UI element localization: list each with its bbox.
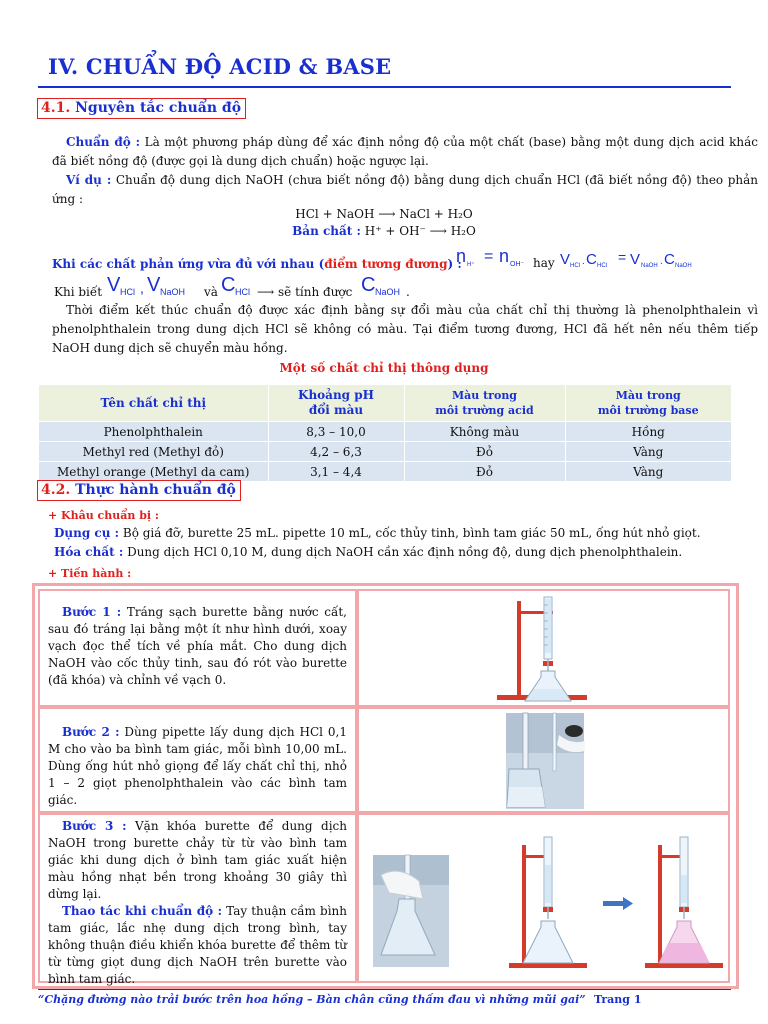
- table-header: Màu trong môi trường acid: [404, 385, 565, 422]
- tools-label: Dụng cụ :: [54, 526, 120, 540]
- knowing-post: ⟶ sẽ tính được: [257, 285, 353, 299]
- table-cell: Không màu: [404, 422, 565, 442]
- reaction-equation: HCl + NaOH ⟶ NaCl + H₂O: [295, 207, 473, 221]
- example-paragraph: [52, 171, 758, 209]
- knowing-end: .: [406, 285, 410, 299]
- known-quantities: [106, 271, 208, 299]
- table-row: [39, 422, 731, 442]
- tools-line: [54, 526, 701, 540]
- knowing-and: và: [204, 285, 218, 299]
- table-header: Tên chất chỉ thị: [39, 385, 268, 422]
- page-title: IV. CHUẨN ĐỘ ACID & BASE: [48, 54, 392, 79]
- svg-text:OH⁻: OH⁻: [510, 261, 525, 268]
- definition-label: Chuẩn độ :: [66, 135, 141, 149]
- step-label: Bước 3 :: [62, 819, 127, 833]
- table-header: Màu trong môi trường base: [565, 385, 731, 422]
- step-2-text-cell: [38, 707, 357, 813]
- svg-text:HCl: HCl: [570, 263, 580, 269]
- definition-paragraph: [52, 133, 758, 171]
- step-1-text-cell: [38, 589, 357, 707]
- svg-text:n: n: [456, 246, 467, 266]
- svg-text:C: C: [221, 274, 236, 296]
- svg-text:HCl: HCl: [235, 287, 250, 297]
- indicator-table: [39, 385, 731, 482]
- knowing-pre: Khi biết: [54, 285, 103, 299]
- equivalence-line: [52, 257, 462, 271]
- svg-text:NaOH: NaOH: [160, 287, 186, 297]
- table-row: [39, 442, 731, 462]
- table-cell: Đỏ: [404, 442, 565, 462]
- section-heading-4-1: [37, 98, 246, 119]
- pipette-photo: [359, 709, 728, 811]
- svg-text:n: n: [499, 246, 510, 266]
- essence-text: H⁺ + OH⁻ ⟶ H₂O: [360, 224, 476, 238]
- prep-heading: + Khâu chuẩn bị :: [48, 509, 159, 522]
- table-header: Khoảng pH đổi màu: [268, 385, 404, 422]
- tools-text: Bộ giá đỡ, burette 25 mL. pipette 10 mL, cốc thủy tinh, bình tam giác 50 mL, ống hút nhỏ giọt.: [119, 526, 701, 540]
- svg-text:=: =: [484, 248, 494, 265]
- table-cell: Phenolphthalein: [39, 422, 268, 442]
- table-cell: Đỏ: [404, 462, 565, 482]
- svg-text:V: V: [560, 251, 571, 268]
- step-text: Vặn khóa burette để dung dịch NaOH trong burette chảy từ từ vào bình tam giác khi dung dịch ở bình tam giác xuất hiện màu hồng nhạt bền trong khoảng 30 giây thì dừng lại.: [48, 819, 348, 901]
- table-header-row: [39, 385, 731, 422]
- chem-line: [54, 545, 682, 559]
- svg-text:=: =: [618, 249, 627, 265]
- chem-text: Dung dịch HCl 0,10 M, dung dịch NaOH cần xác định nồng độ, dung dịch phenolphthalein.: [123, 545, 683, 559]
- step-label: Bước 2 :: [62, 725, 120, 739]
- svg-text:HCl: HCl: [120, 287, 135, 297]
- table-cell: Vàng: [565, 462, 731, 482]
- technique-label: Thao tác khi chuẩn độ :: [62, 904, 223, 918]
- section-title: Nguyên tắc chuẩn độ: [75, 100, 242, 116]
- essence-label: Bản chất :: [292, 224, 361, 238]
- footer-divider: [38, 989, 731, 990]
- essence-line: [0, 224, 768, 238]
- svg-text:NaOH: NaOH: [641, 263, 658, 269]
- svg-text:C: C: [664, 251, 675, 268]
- titration-illustrations: [359, 815, 728, 981]
- equiv-text-3: ) :: [447, 257, 462, 271]
- step-label: Bước 1 :: [62, 605, 122, 619]
- table-cell: Hồng: [565, 422, 731, 442]
- svg-text:NaOH: NaOH: [675, 263, 692, 269]
- table-cell: Vàng: [565, 442, 731, 462]
- svg-text:V: V: [147, 274, 161, 296]
- title-underline: [38, 86, 731, 88]
- svg-text:H⁺: H⁺: [467, 262, 475, 268]
- step-3-text-cell: [38, 813, 357, 986]
- table-cell: Methyl orange (Methyl da cam): [39, 462, 268, 482]
- footer-quote: “Chặng đường nào trải bước trên hoa hồng – Bàn chân cũng thấm đau vì những mũi gai”: [38, 993, 586, 1006]
- svg-text:HCl: HCl: [597, 263, 607, 269]
- equiv-point-label: điểm tương đương: [324, 257, 448, 271]
- step-1-image-cell: [357, 589, 730, 707]
- table-row: [39, 462, 731, 482]
- table-caption: Một số chất chỉ thị thông dụng: [279, 361, 489, 375]
- section-heading-4-2: [37, 480, 241, 501]
- table-cell: Methyl red (Methyl đỏ): [39, 442, 268, 462]
- endpoint-paragraph: [52, 301, 758, 358]
- chem-label: Hóa chất :: [54, 545, 124, 559]
- table-cell: 4,2 – 6,3: [268, 442, 404, 462]
- unknown-cnaoh: [360, 271, 410, 299]
- table-cell: 3,1 – 4,4: [268, 462, 404, 482]
- section-title: Thực hành chuẩn độ: [75, 482, 236, 498]
- table-cell: 8,3 – 10,0: [268, 422, 404, 442]
- step-3-image-cell: [357, 813, 730, 983]
- endpoint-text: Thời điểm kết thúc chuẩn độ được xác định bằng sự đổi màu của chất chỉ thị thường là phenolphthalein vì phenolphthalein trong dung dịch HCl sẽ không có màu. Tại điểm tương đương, HCl đã hết nên nếu thêm tiếp NaOH dung dịch sẽ chuyển màu hồng.: [52, 303, 758, 355]
- technique-text: Tay thuận cầm bình tam giác, lắc nhẹ dung dịch trong bình, tay không thuận điều khiển khóa burette để thêm từ từ từng giọt dung dịch NaOH trên burette vào bình tam giác.: [48, 904, 348, 986]
- known-chcl: [220, 271, 260, 299]
- burette-stand-illustration: [359, 591, 728, 705]
- svg-text:NaOH: NaOH: [375, 287, 401, 297]
- step-2-image-cell: [357, 707, 730, 813]
- example-text: Chuẩn độ dung dịch NaOH (chưa biết nồng độ) bằng dung dịch chuẩn HCl (đã biết nồng độ) theo phản ứng :: [52, 173, 758, 206]
- steps-table: [32, 583, 739, 989]
- page-number: Trang 1: [594, 993, 642, 1006]
- example-label: Ví dụ :: [66, 173, 112, 187]
- svg-text:.: .: [582, 256, 585, 267]
- equivalence-formula: [454, 244, 710, 272]
- equiv-text-1: Khi các chất phản ứng vừa đủ với nhau (: [52, 257, 325, 271]
- definition-text: Là một phương pháp dùng để xác định nồng độ của một chất (base) bằng một dung dịch acid khác đã biết nồng độ (được gọi là dung dịch chuẩn) hoặc ngược lại.: [52, 135, 758, 168]
- svg-text:V: V: [107, 274, 121, 296]
- section-number: 4.2.: [41, 482, 71, 498]
- section-number: 4.1.: [41, 100, 71, 116]
- svg-text:.: .: [660, 256, 663, 267]
- step-text: Dùng pipette lấy dung dịch HCl 0,1 M cho vào ba bình tam giác, mỗi bình 10,00 mL. Dùng ống hút nhỏ giọng để lấy chất chỉ thị, nhỏ 1 – 2 giọt phenolphthalein vào các bình tam giác.: [48, 725, 347, 807]
- svg-text:,: ,: [140, 280, 144, 296]
- svg-text:C: C: [361, 274, 376, 296]
- hay-text: hay: [533, 256, 555, 270]
- step-text: Tráng sạch burette bằng nước cất, sau đó tráng lại bằng một ít như hình dưới, xoay vạch đọc thể tích về phía mắt. Cho dung dịch NaOH vào cốc thủy tinh, sau đó rót vào burette (đã khóa) và chỉnh về vạch 0.: [48, 605, 347, 687]
- svg-text:V: V: [630, 251, 641, 268]
- svg-text:C: C: [586, 251, 597, 268]
- procedure-heading: + Tiến hành :: [48, 567, 132, 580]
